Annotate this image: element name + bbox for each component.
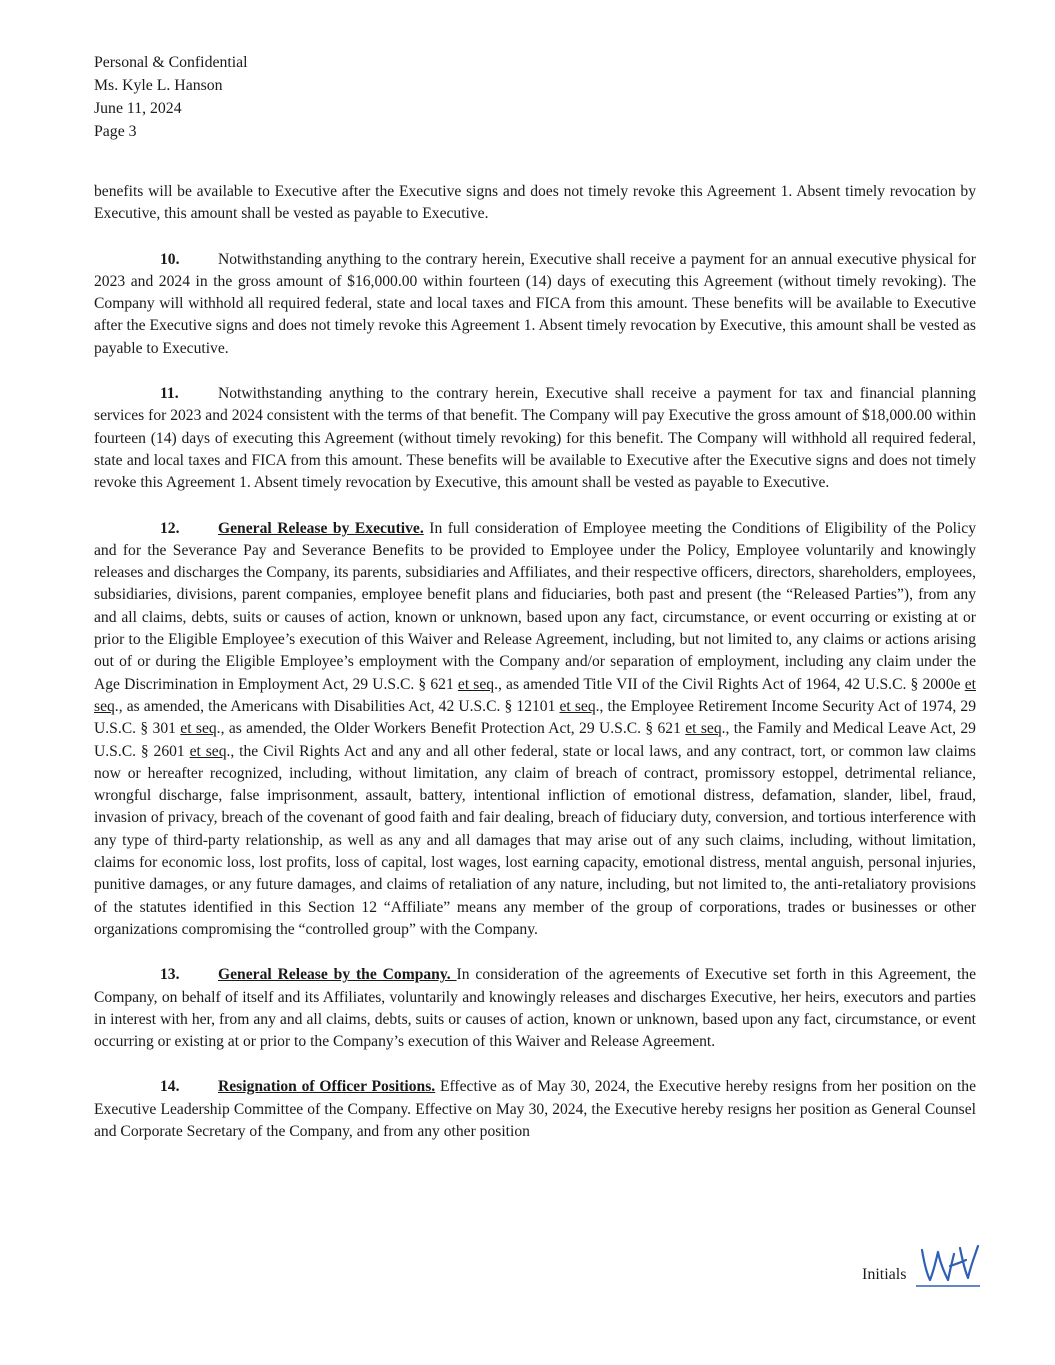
section-10-number: 10.: [160, 250, 180, 268]
et-seq-4: et seq: [180, 720, 217, 738]
section-11: [94, 383, 976, 494]
section-14: [94, 1076, 976, 1143]
et-seq-6: et seq: [189, 742, 227, 760]
section-10: [94, 249, 976, 360]
section-12-text-2: ., as amended Title VII of the Civil Rights Act of 1964, 42 U.S.C. § 2000e: [494, 675, 965, 693]
header-date: June 11, 2024: [94, 100, 182, 117]
section-11-text: Notwithstanding anything to the contrary herein, Executive shall receive a payment for tax and financial planning services for 2023 and 2024 consistent with the terms of that benefit. The Company will pay Executive the gross amount of $18,000.00 within fourteen (14) days of executing this Agreement (without timely revoking) for this benefit. The Company will withhold all required federal, state and local taxes and FICA from this amount. These benefits will be available to Executive after the Executive signs and does not timely revoke this Agreement 1. Absent timely revocation by Executive, this amount shall be vested as payable to Executive.: [94, 385, 976, 492]
section-13-text: In consideration of the agreements of Executive set forth in this Agreement, the Company, on behalf of itself and its Affiliates, voluntarily and knowingly releases and discharges Executive, her heirs, executors and parties in interest with her, from any and all claims, debts, suits or causes of action, known or unknown, based upon any fact, circumstance, or event occurring or existing at or prior to the Company’s execution of this Waiver and Release Agreement.: [94, 966, 976, 1051]
section-13: [94, 964, 976, 1053]
letter-header: [94, 51, 248, 143]
header-recipient: Ms. Kyle L. Hanson: [94, 77, 223, 94]
section-14-title: Resignation of Officer Positions.: [218, 1078, 436, 1096]
header-confidential: Personal & Confidential: [94, 54, 248, 71]
section-14-text: Effective as of May 30, 2024, the Executive hereby resigns from her position on the Executive Leadership Committee of the Company. Effective on May 30, 2024, the Executive hereby resigns her position as General Counsel and Corporate Secretary of the Company, and from any other position: [94, 1078, 976, 1140]
section-12: [94, 518, 976, 942]
initials-label: Initials: [862, 1266, 907, 1283]
section-12-text-1: In full consideration of Employee meeting the Conditions of Eligibility of the Policy and for the Severance Pay and Severance Benefits to be provided to Employee under the Policy, Employee voluntarily and knowingly releases and discharges the Company, its parents, subsidiaries and Affiliates, and their respective officers, directors, shareholders, employees, subsidiaries, divisions, parent companies, employee benefit plans and fiduciaries, both past and present (the “Released Parties”), from any and all claims, debts, suits or causes of action, known or unknown, based upon any fact, circumstance, or event occurring or existing at or prior to the Eligible Employee’s execution of this Waiver and Release Agreement, including, but not limited to, any claims or actions arising out of or during the Eligible Employee’s employment with the Company and/or separation of employment, including any claim under the Age Discrimination in Employment Act, 29 U.S.C. § 621: [94, 519, 976, 693]
section-13-number: 13.: [160, 966, 180, 984]
section-12-text-6: ., the Family and Medical Leave Act, 29 U.S.C. § 2601: [94, 720, 976, 760]
section-12-text-4: ., the Employee Retirement Income Security Act of 1974, 29 U.S.C. § 301: [94, 697, 976, 738]
section-14-number: 14.: [160, 1078, 180, 1096]
section-12-title: General Release by Executive.: [218, 519, 424, 537]
document-body: [94, 181, 976, 1166]
header-page-number: Page 3: [94, 123, 137, 140]
section-12-text-5: ., as amended, the Older Workers Benefit Protection Act, 29 U.S.C. § 621: [216, 720, 686, 738]
section-12-text-7: ., the Civil Rights Act and any and all other federal, state or local laws, and any contract, tort, or common law claims now or hereafter recognized, including, without limitation, any claim of breach of contract, promissory estoppel, detrimental reliance, wrongful discharge, false imprisonment, assault, battery, intentional infliction of emotional distress, defamation, slander, libel, fraud, invasion of privacy, breach of the covenant of good faith and fair dealing, breach of fiduciary duty, conversion, and tortious interference with any type of third-party relationship, as well as any and all damages that may arise out of any such claims, including, without limitation, claims for economic loss, lost profits, loss of capital, lost wages, lost earning capacity, emotional distress, mental anguish, personal injuries, punitive damages, or any future damages, and claims of retaliation of any nature, including, but not limited to, the anti-retaliatory provisions of the statutes identified in this Section 12 “Affiliate” means any member of the group of corporations, trades or businesses or other organizations compromising the “controlled group” with the Company.: [94, 742, 976, 938]
et-seq-5: et seq: [685, 720, 722, 738]
section-13-title: General Release by the Company.: [218, 966, 457, 984]
section-10-text: Notwithstanding anything to the contrary herein, Executive shall receive a payment for an annual executive physical for 2023 and 2024 in the gross amount of $16,000.00 within fourteen (14) days of executing this Agreement (without timely revoking). The Company will withhold all required federal, state and local taxes and FICA from this amount. These benefits will be available to Executive after the Executive signs and does not timely revoke this Agreement 1. Absent timely revocation by Executive, this amount shall be vested as payable to Executive.: [94, 250, 976, 357]
section-12-text-3: ., as amended, the Americans with Disabilities Act, 42 U.S.C. § 12101: [114, 697, 560, 715]
continued-paragraph: benefits will be available to Executive after the Executive signs and does not timely revoke this Agreement 1. Absent timely revocation by Executive, this amount shall be vested as payable to Executive.: [94, 183, 976, 223]
initials-block: [862, 1240, 982, 1290]
et-seq-2: et seq: [94, 675, 976, 715]
et-seq-3: et seq: [559, 697, 596, 715]
initials-signature: [916, 1240, 980, 1288]
section-11-number: 11.: [160, 385, 179, 403]
et-seq-1: et seq: [457, 675, 495, 693]
section-12-number: 12.: [160, 519, 180, 537]
